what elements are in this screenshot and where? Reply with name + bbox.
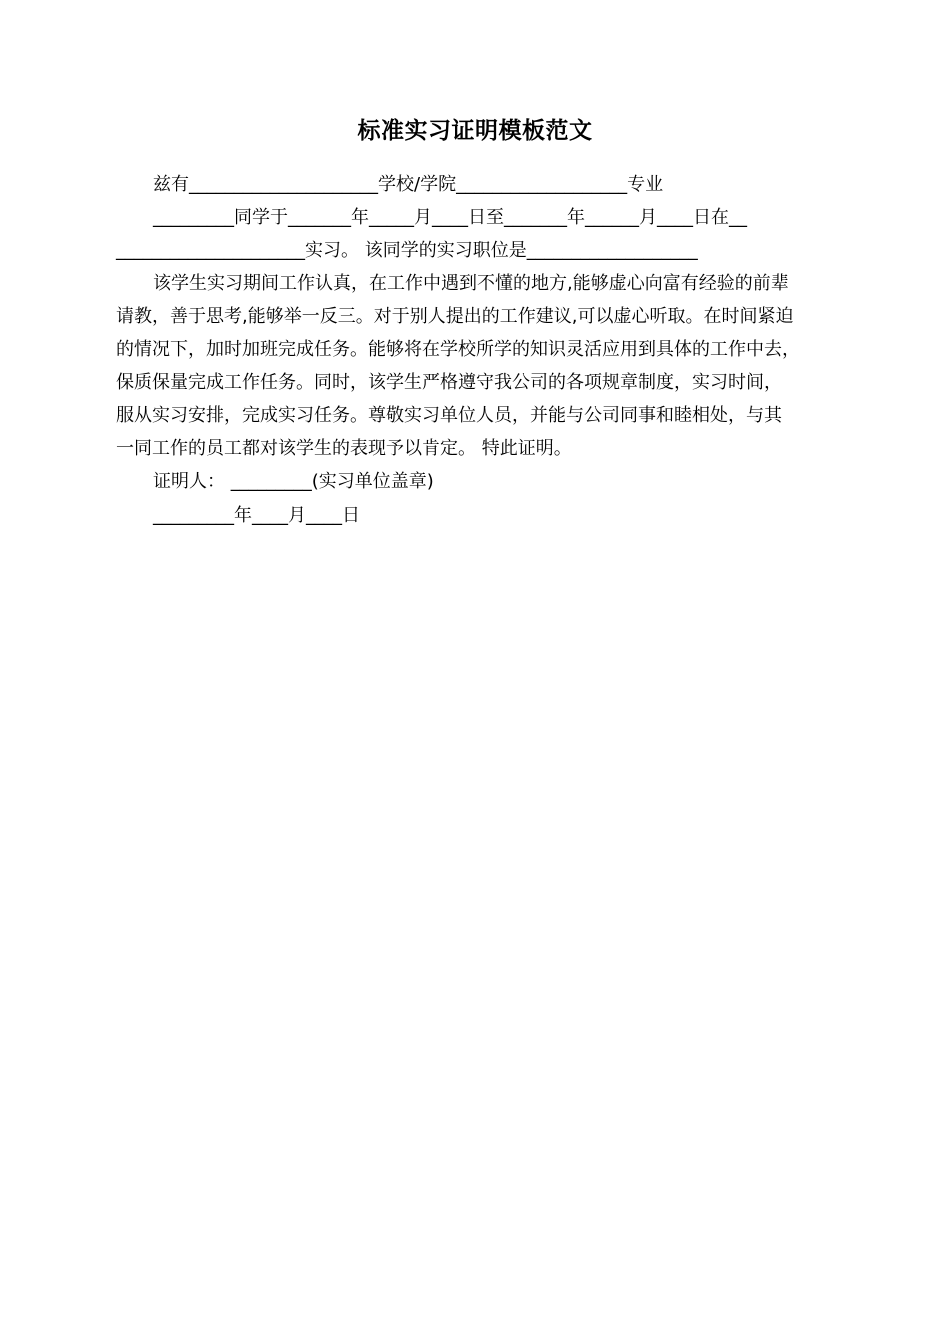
intro-line-dates: _________同学于_______年_____月____日至_______年______月____日在__ bbox=[153, 207, 747, 228]
intro-line-school-major: 兹有_____________________学校/学院___________________专业 bbox=[153, 174, 664, 195]
body-paragraph-line: 一同工作的员工都对该学生的表现予以肯定。 特此证明。 bbox=[116, 438, 572, 459]
certifier-line: 证明人： _________(实习单位盖章) bbox=[153, 471, 434, 492]
body-paragraph-line: 服从实习安排，完成实习任务。尊敬实习单位人员，并能与公司同事和睦相处，与其 bbox=[116, 405, 782, 426]
body-paragraph-line: 保质保量完成工作任务。同时，该学生严格遵守我公司的各项规章制度，实习时间， bbox=[116, 372, 782, 393]
body-paragraph-line: 该学生实习期间工作认真，在工作中遇到不懂的地方,能够虚心向富有经验的前辈 bbox=[153, 273, 789, 294]
body-paragraph-line: 请教，善于思考,能够举一反三。对于别人提出的工作建议,可以虚心听取。在时间紧迫 bbox=[116, 306, 794, 327]
document-title: 标准实习证明模板范文 bbox=[357, 118, 593, 144]
intro-line-position: _____________________实习。 该同学的实习职位是___________________ bbox=[116, 240, 698, 261]
date-line: _________年____月____日 bbox=[153, 505, 360, 526]
body-paragraph-line: 的情况下，加时加班完成任务。能够将在学校所学的知识灵活应用到具体的工作中去， bbox=[116, 339, 800, 360]
